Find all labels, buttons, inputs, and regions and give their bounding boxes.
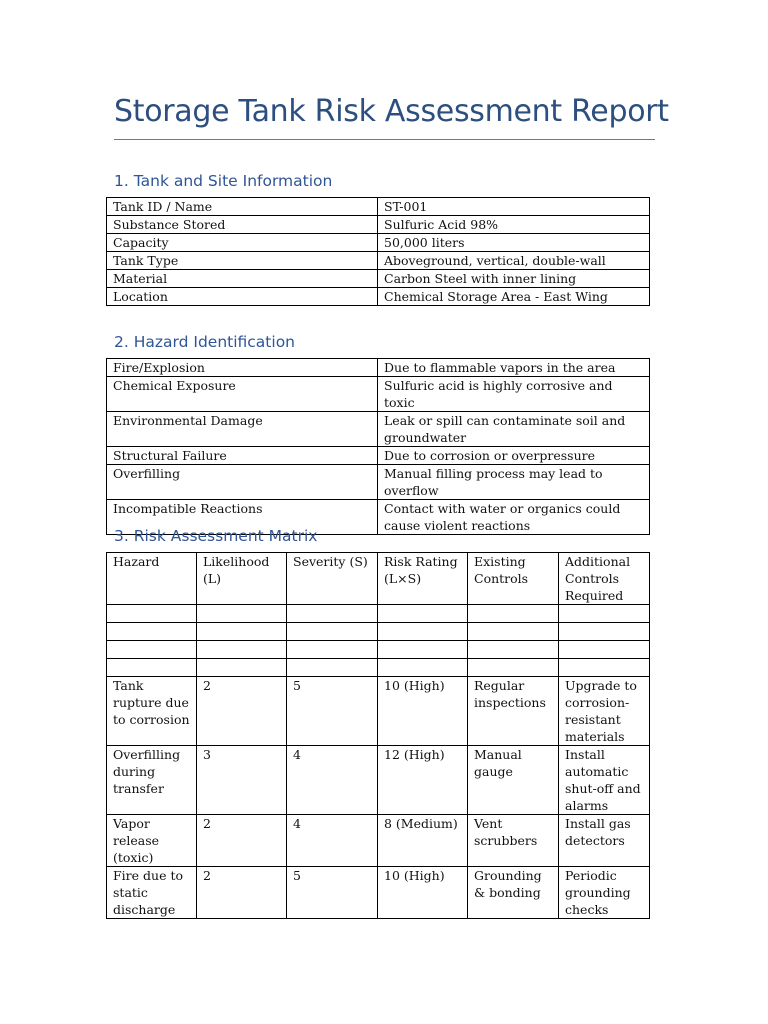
table-row — [107, 623, 650, 641]
table-row — [107, 746, 650, 815]
table-cell — [378, 605, 468, 623]
row-value-cell: Aboveground, vertical, double-wall — [378, 252, 650, 270]
table-cell — [378, 641, 468, 659]
table-row — [107, 198, 650, 216]
table-cell — [107, 623, 197, 641]
row-value-cell: Due to flammable vapors in the area — [378, 359, 650, 377]
table-cell: Install automatic shut-off and alarms — [559, 746, 650, 815]
table-cell: Vapor release (toxic) — [107, 815, 197, 867]
table-cell — [468, 605, 559, 623]
risk-matrix-table — [106, 552, 650, 919]
table-cell — [107, 605, 197, 623]
table-cell: Upgrade to corrosion-resistant materials — [559, 677, 650, 746]
table-row — [107, 288, 650, 306]
table-cell: Tank rupture due to corrosion — [107, 677, 197, 746]
page-title: Storage Tank Risk Assessment Report — [114, 94, 669, 129]
table-cell: Periodic grounding checks — [559, 867, 650, 919]
table-cell — [559, 659, 650, 677]
table-cell: 2 — [197, 867, 287, 919]
row-label-cell: Environmental Damage — [107, 412, 378, 447]
table-row — [107, 234, 650, 252]
hazard-table — [106, 358, 650, 535]
table-cell — [559, 605, 650, 623]
row-value-cell: Chemical Storage Area - East Wing — [378, 288, 650, 306]
table-row — [107, 359, 650, 377]
table-cell: 5 — [287, 867, 378, 919]
table-row — [107, 270, 650, 288]
table-row — [107, 815, 650, 867]
table-cell: Regular inspections — [468, 677, 559, 746]
table-row — [107, 216, 650, 234]
table-cell — [468, 641, 559, 659]
row-value-cell: Manual filling process may lead to overflow — [378, 465, 650, 500]
row-value-cell: 50,000 liters — [378, 234, 650, 252]
column-header: Hazard — [107, 553, 197, 605]
table-cell — [287, 605, 378, 623]
section-heading-risk-matrix: 3. Risk Assessment Matrix — [114, 527, 318, 545]
row-value-cell: ST-001 — [378, 198, 650, 216]
table-cell — [378, 659, 468, 677]
table-cell — [107, 641, 197, 659]
row-label-cell: Location — [107, 288, 378, 306]
table-row — [107, 377, 650, 412]
row-label-cell: Overfilling — [107, 465, 378, 500]
section-heading-tank-info: 1. Tank and Site Information — [114, 172, 333, 190]
table-row — [107, 412, 650, 447]
table-cell: 4 — [287, 815, 378, 867]
row-value-cell: Sulfuric acid is highly corrosive and toxic — [378, 377, 650, 412]
table-cell — [287, 659, 378, 677]
table-cell — [468, 659, 559, 677]
table-cell — [287, 623, 378, 641]
table-cell: 10 (High) — [378, 677, 468, 746]
table-cell: Install gas detectors — [559, 815, 650, 867]
table-row — [107, 465, 650, 500]
table-row — [107, 605, 650, 623]
table-cell: Manual gauge — [468, 746, 559, 815]
row-label-cell: Structural Failure — [107, 447, 378, 465]
column-header: Existing Controls — [468, 553, 559, 605]
table-cell: 5 — [287, 677, 378, 746]
table-cell — [197, 641, 287, 659]
table-cell — [559, 623, 650, 641]
table-cell: 4 — [287, 746, 378, 815]
row-label-cell: Tank ID / Name — [107, 198, 378, 216]
table-row — [107, 447, 650, 465]
row-label-cell: Incompatible Reactions — [107, 500, 378, 535]
section-heading-hazard-identification: 2. Hazard Identification — [114, 333, 295, 351]
table-cell — [559, 641, 650, 659]
row-label-cell: Chemical Exposure — [107, 377, 378, 412]
table-cell: 2 — [197, 815, 287, 867]
table-cell: Grounding & bonding — [468, 867, 559, 919]
row-label-cell: Tank Type — [107, 252, 378, 270]
row-value-cell: Carbon Steel with inner lining — [378, 270, 650, 288]
row-label-cell: Fire/Explosion — [107, 359, 378, 377]
row-value-cell: Due to corrosion or overpressure — [378, 447, 650, 465]
row-value-cell: Sulfuric Acid 98% — [378, 216, 650, 234]
row-value-cell: Leak or spill can contaminate soil and groundwater — [378, 412, 650, 447]
table-cell: Vent scrubbers — [468, 815, 559, 867]
table-cell — [287, 641, 378, 659]
table-cell: 2 — [197, 677, 287, 746]
table-cell: 12 (High) — [378, 746, 468, 815]
row-value-cell: Contact with water or organics could cause violent reactions — [378, 500, 650, 535]
table-cell — [107, 659, 197, 677]
column-header: Severity (S) — [287, 553, 378, 605]
row-label-cell: Capacity — [107, 234, 378, 252]
table-cell — [197, 605, 287, 623]
column-header: Likelihood (L) — [197, 553, 287, 605]
tank-info-table — [106, 197, 650, 306]
table-row — [107, 641, 650, 659]
table-row — [107, 252, 650, 270]
table-cell: 10 (High) — [378, 867, 468, 919]
table-header-row — [107, 553, 650, 605]
table-cell — [197, 659, 287, 677]
row-label-cell: Material — [107, 270, 378, 288]
table-row — [107, 867, 650, 919]
table-row — [107, 677, 650, 746]
column-header: Additional Controls Required — [559, 553, 650, 605]
table-cell — [378, 623, 468, 641]
table-cell — [468, 623, 559, 641]
title-divider — [114, 139, 655, 140]
table-cell: 3 — [197, 746, 287, 815]
column-header: Risk Rating (L×S) — [378, 553, 468, 605]
table-cell: 8 (Medium) — [378, 815, 468, 867]
table-cell — [197, 623, 287, 641]
table-row — [107, 659, 650, 677]
row-label-cell: Substance Stored — [107, 216, 378, 234]
table-cell: Fire due to static discharge — [107, 867, 197, 919]
table-cell: Overfilling during transfer — [107, 746, 197, 815]
